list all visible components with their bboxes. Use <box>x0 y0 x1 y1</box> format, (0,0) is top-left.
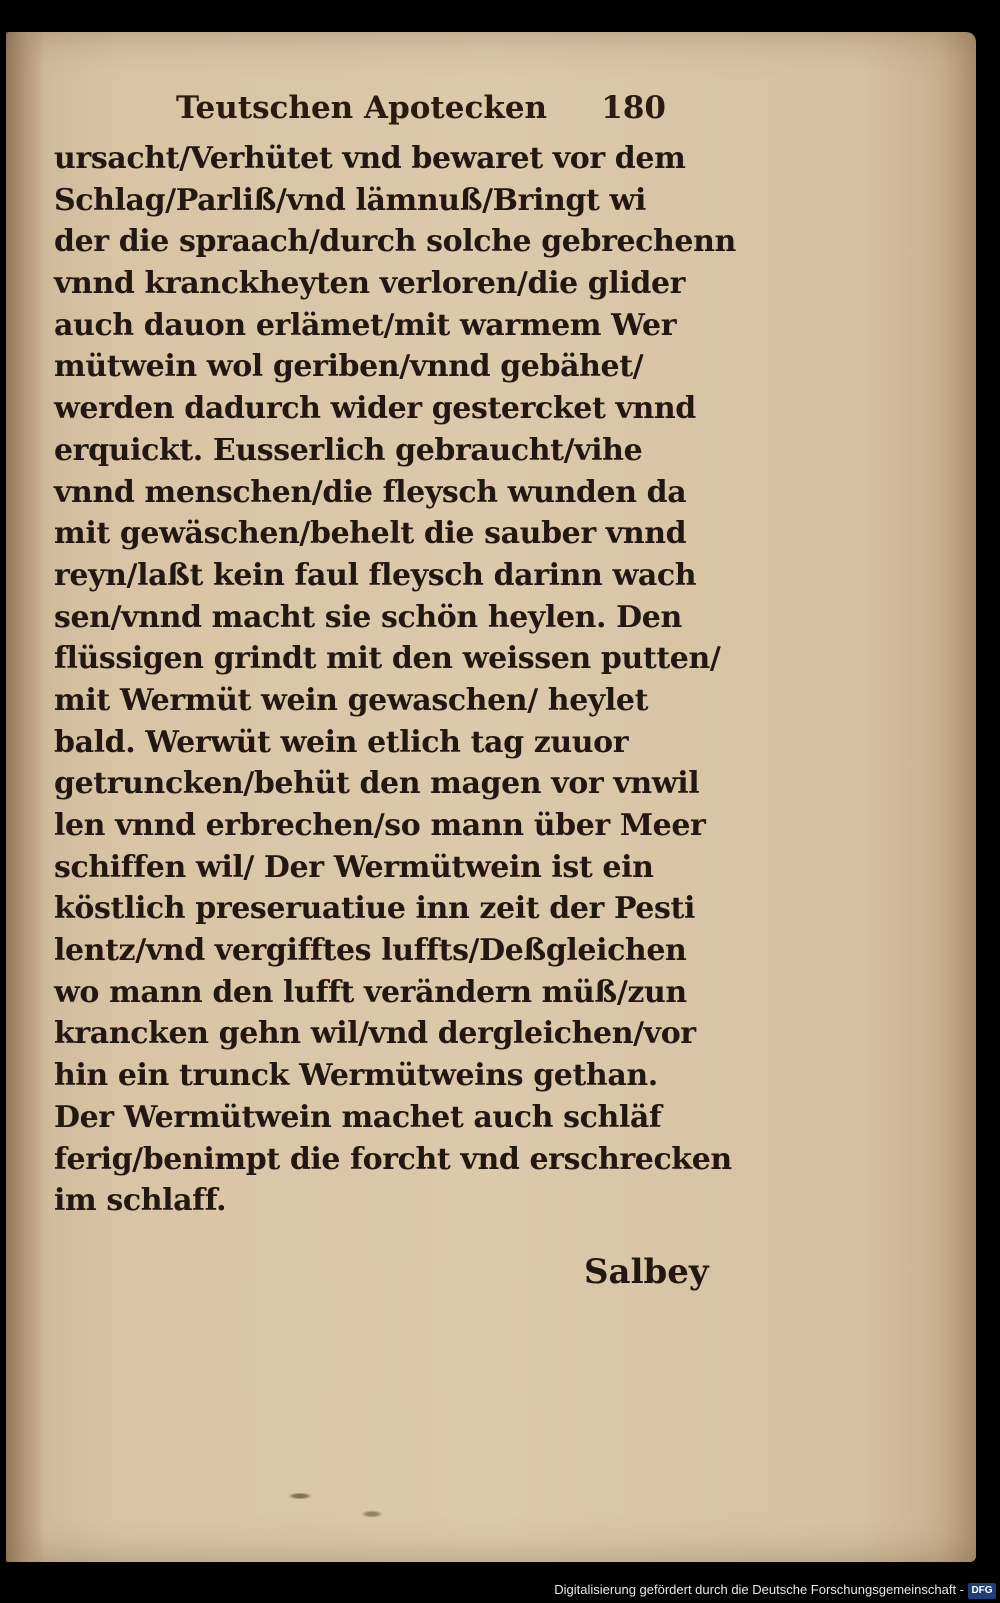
text-line: werden dadurch wider gestercket vnnd <box>54 391 696 427</box>
digitization-credit: Digitalisierung gefördert durch die Deutsche Forschungsgemeinschaft - <box>554 1582 964 1597</box>
text-line: ursacht/Verhütet vnd bewaret vor dem <box>54 141 686 176</box>
text-line: köstlich preseruatiue inn zeit der Pesti <box>54 891 695 927</box>
text-line: im schlaff. <box>54 1183 227 1219</box>
dfg-logo: DFG <box>968 1583 996 1599</box>
text-line: lentz/vnd vergifftes luffts/Deßgleichen <box>54 933 687 969</box>
text-line: bald. Werwüt wein etlich tag zuuor <box>54 724 629 760</box>
text-line: vnnd kranckheyten verloren/die glider <box>54 266 686 302</box>
text-line: reyn/laßt kein faul fleysch darinn wach <box>54 557 697 593</box>
page-number: 180 <box>601 90 666 126</box>
text-line: getruncken/behüt den magen vor vnwil <box>54 766 700 802</box>
text-line: erquickt. Eusserlich gebraucht/vihe <box>54 432 643 468</box>
text-line: krancken gehn wil/vnd dergleichen/vor <box>54 1016 696 1052</box>
text-line: Der Wermütwein machet auch schläf <box>54 1099 662 1135</box>
ink-stain <box>246 1472 426 1532</box>
text-line: sen/vnnd macht sie schön heylen. Den <box>54 599 682 635</box>
text-line: mütwein wol geriben/vnnd gebähet/ <box>54 349 644 385</box>
text-line: ferig/benimpt die forcht vnd erschrecken <box>54 1141 732 1177</box>
page-gutter-shadow <box>6 32 44 1562</box>
page-header <box>176 90 666 134</box>
text-line: hin ein trunck Wermütweins gethan. <box>54 1058 658 1094</box>
book-page <box>6 32 976 1562</box>
text-line: wo mann den lufft verändern müß/zun <box>54 974 687 1010</box>
text-line: len vnnd erbrechen/so mann über Meer <box>54 808 706 843</box>
body-text <box>54 138 736 1222</box>
text-line: mit gewäschen/behelt die sauber vnnd <box>54 516 687 552</box>
text-line: mit Wermüt wein gewaschen/ heylet <box>54 682 649 718</box>
catchword: Salbey <box>584 1252 709 1292</box>
running-head: Teutschen Apotecken <box>176 90 548 126</box>
text-line: auch dauon erlämet/mit warmem Wer <box>54 307 677 343</box>
text-line: der die spraach/durch solche gebrechenn <box>54 224 736 260</box>
text-line: flüssigen grindt mit den weissen putten/ <box>54 641 721 677</box>
text-line: Schlag/Parliß/vnd lämnuß/Bringt wi <box>54 182 646 218</box>
text-line: vnnd menschen/die fleysch wunden da <box>54 474 687 510</box>
text-line: schiffen wil/ Der Wermütwein ist ein <box>54 849 654 885</box>
